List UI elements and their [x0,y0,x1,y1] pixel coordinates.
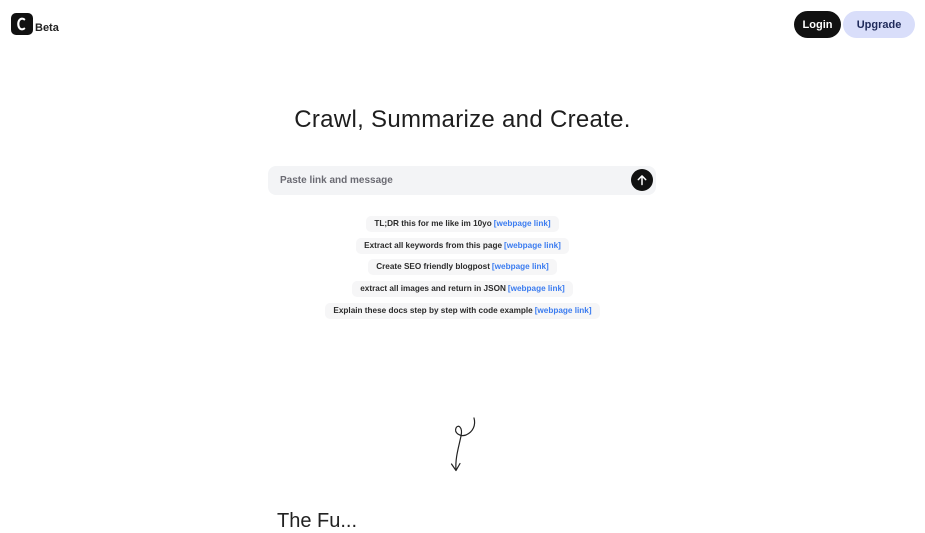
login-button[interactable]: Login [794,11,841,38]
send-button[interactable] [631,169,653,191]
webpage-link-placeholder: [webpage link] [491,262,549,272]
suggestion-text: Create SEO friendly blogpost [376,262,490,272]
next-section-title: The Fu... [277,510,358,532]
upgrade-button[interactable]: Upgrade [843,11,915,38]
webpage-link-placeholder: [webpage link] [504,240,561,250]
c-logo-icon[interactable] [11,13,33,35]
suggestion-text: extract all images and return in JSON [360,284,506,294]
suggestion-chip[interactable] [325,303,599,319]
webpage-link-placeholder: [webpage link] [493,219,551,228]
suggestion-chip[interactable] [352,281,572,297]
suggestion-list [0,216,925,324]
suggestion-text: Explain these docs step by step with code example [333,305,533,315]
suggestion-text: TL;DR this for me like im 10yo [374,219,492,228]
link-message-input[interactable] [280,166,620,195]
suggestion-chip[interactable] [356,238,569,254]
webpage-link-placeholder: [webpage link] [507,284,565,294]
suggestion-chip[interactable] [366,216,558,232]
webpage-link-placeholder: [webpage link] [534,305,592,315]
curly-arrow-down-icon [447,416,479,474]
suggestion-text: Extract all keywords from this page [364,240,502,250]
search-box [268,166,656,195]
beta-label: Beta [35,22,59,34]
arrow-up-icon [636,174,648,186]
suggestion-chip[interactable] [368,259,557,275]
page-title: Crawl, Summarize and Create. [294,106,631,133]
